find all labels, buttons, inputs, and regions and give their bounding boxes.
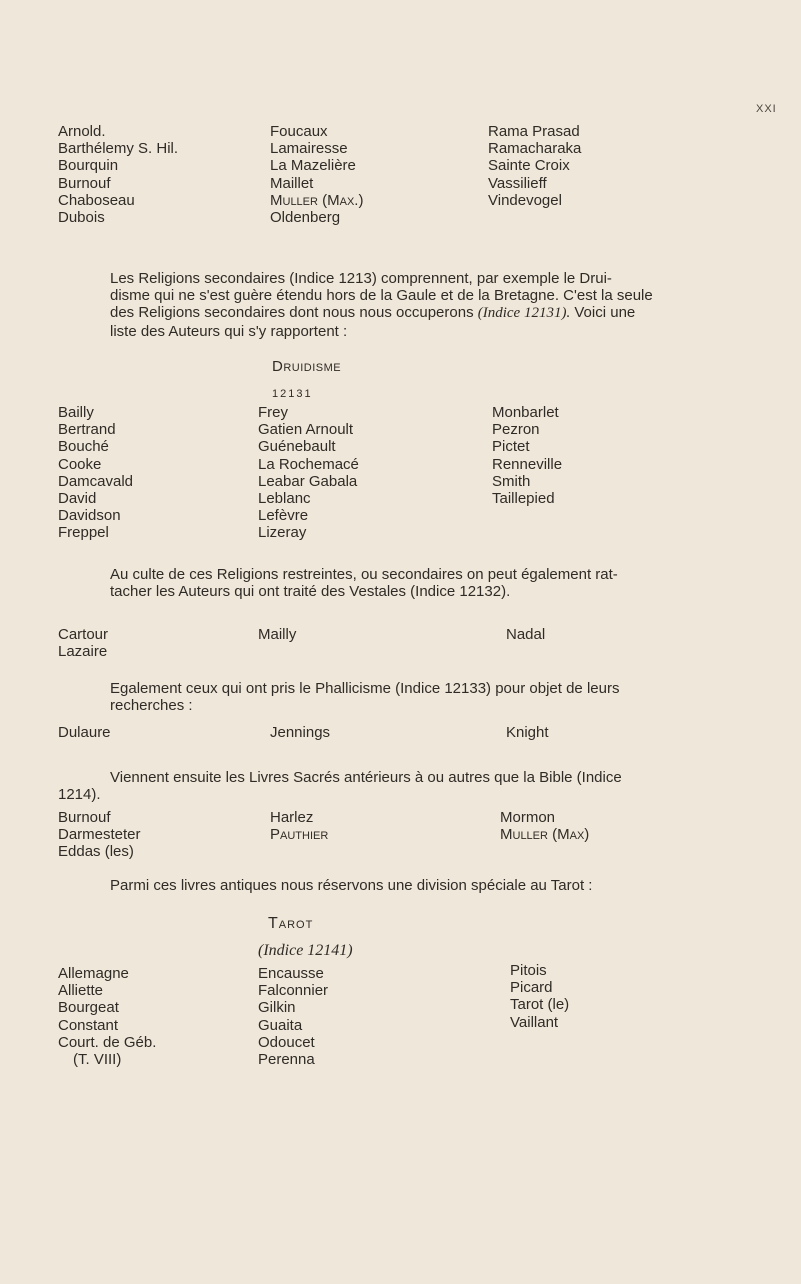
paragraph-line: Viennent ensuite les Livres Sacrés antérieurs à ou autres que la Bible (Indice <box>110 769 622 786</box>
author-name: Damcavald <box>58 472 134 490</box>
author-name: Chaboseau <box>58 191 135 209</box>
author-name: Lizeray <box>258 524 307 542</box>
paragraph-line <box>110 304 750 322</box>
author-name: Monbarlet <box>492 404 559 421</box>
druidisme-col3 <box>492 404 562 507</box>
author-name: Alliette <box>58 982 104 1000</box>
author-name: Constant <box>58 1016 119 1034</box>
author-name: Oldenberg <box>270 209 341 227</box>
author-name: Perenna <box>258 1051 315 1069</box>
author-name: Rama Prasad <box>488 123 580 140</box>
author-name: Bourgeat <box>58 999 119 1017</box>
author-name: Maillet <box>270 174 314 192</box>
paragraph-line: Au culte de ces Religions restreintes, ou secondaires on peut également rat- <box>110 566 618 583</box>
author-name: Arnold. <box>58 123 106 140</box>
author-name: Encausse <box>258 965 324 982</box>
tarot-col1 <box>58 965 156 1068</box>
author-name: Barthélemy S. Hil. <box>58 140 179 158</box>
tarot-col3 <box>510 962 569 1031</box>
author-name: Burnouf <box>58 174 111 192</box>
author-name: Bailly <box>58 404 94 421</box>
author-name: David <box>58 490 97 508</box>
author-name: Burnouf <box>58 809 111 826</box>
author-name: Odoucet <box>258 1033 315 1051</box>
druidisme-col2 <box>258 404 359 542</box>
authors-top-col2 <box>270 123 363 226</box>
author-name: Ramacharaka <box>488 140 582 158</box>
author-name: Tarot (le) <box>510 996 570 1014</box>
paragraph-line: Parmi ces livres antiques nous réservons une division spéciale au Tarot : <box>110 877 593 894</box>
author-name: Taillepied <box>492 490 555 508</box>
vestales-col2 <box>258 626 296 643</box>
author-name: Pauthier <box>270 826 329 844</box>
author-name: Harlez <box>270 809 314 826</box>
author-name: Bouché <box>58 438 109 456</box>
paragraph-line: Les Religions secondaires (Indice 1213) comprennent, par exemple le Drui- <box>110 270 612 287</box>
author-name: Bourquin <box>58 157 119 175</box>
author-name: Court. de Géb. <box>58 1033 157 1051</box>
paragraph-phallicisme <box>110 680 750 714</box>
author-name: La Mazelière <box>270 157 356 175</box>
author-name: Muller (Max.) <box>270 191 364 209</box>
author-name: Lamairesse <box>270 140 348 158</box>
author-name: Lefèvre <box>258 507 309 525</box>
page-number: XXI <box>756 103 777 115</box>
livres-col1 <box>58 809 141 861</box>
text-span: Voici une <box>570 304 636 322</box>
druidisme-col1 <box>58 404 133 542</box>
author-name: Knight <box>506 724 549 741</box>
author-name: Frey <box>258 404 288 421</box>
author-name: Nadal <box>506 626 546 643</box>
paragraph-vestales <box>110 566 750 600</box>
author-name: Mailly <box>258 626 297 643</box>
tarot-col2 <box>258 965 328 1068</box>
authors-top-col3 <box>488 123 581 209</box>
author-name: Mormon <box>500 809 556 826</box>
phallicisme-col1 <box>58 724 111 741</box>
paragraph-line: disme qui ne s'est guère étendu hors de la Gaule et de la Bretagne. C'est la seule <box>110 287 653 305</box>
indice-ref: (Indice 12131). <box>477 305 571 322</box>
author-name: Cartour <box>58 626 109 643</box>
author-name: Pictet <box>492 438 530 456</box>
author-name: Dubois <box>58 209 105 227</box>
author-name: Leabar Gabala <box>258 472 358 490</box>
author-name: Renneville <box>492 455 563 473</box>
author-name: Vassilieff <box>488 174 547 192</box>
author-name: Davidson <box>58 507 121 525</box>
phallicisme-col3 <box>506 724 549 741</box>
author-name: Gatien Arnoult <box>258 421 354 439</box>
author-name: Vindevogel <box>488 191 562 209</box>
author-name: Pitois <box>510 962 547 979</box>
author-name: Guénebault <box>258 438 336 456</box>
livres-col3 <box>500 809 589 843</box>
author-name: Vaillant <box>510 1013 559 1031</box>
author-name: Guaita <box>258 1016 303 1034</box>
author-name: Leblanc <box>258 490 311 508</box>
author-name: (T. VIII) <box>73 1051 122 1069</box>
section-title-tarot: Tarot <box>268 915 314 932</box>
paragraph-livres-sacres <box>58 769 750 804</box>
paragraph-line: tacher les Auteurs qui ont traité des Vestales (Indice 12132). <box>110 583 511 601</box>
author-name: Eddas (les) <box>58 843 134 861</box>
author-name: Cooke <box>58 455 102 473</box>
author-name: Foucaux <box>270 123 328 140</box>
paragraph-line: recherches : <box>110 697 193 715</box>
vestales-col3 <box>506 626 545 643</box>
authors-top-col1 <box>58 123 178 226</box>
author-name: Sainte Croix <box>488 157 570 175</box>
author-name: Bertrand <box>58 421 116 439</box>
author-name: Freppel <box>58 524 109 542</box>
author-name: Muller (Max) <box>500 826 590 844</box>
author-name: La Rochemacé <box>258 455 359 473</box>
paragraph-line: Egalement ceux qui ont pris le Phallicisme (Indice 12133) pour objet de leurs <box>110 680 620 697</box>
phallicisme-col2 <box>270 724 330 741</box>
author-name: Jennings <box>270 724 331 741</box>
author-name: Darmesteter <box>58 826 141 844</box>
text-span: des Religions secondaires dont nous nous occuperons <box>110 304 478 322</box>
author-name: Allemagne <box>58 965 129 982</box>
author-name: Gilkin <box>258 999 296 1017</box>
section-code-druidisme: 12131 <box>272 388 313 400</box>
vestales-col1 <box>58 626 108 660</box>
author-name: Smith <box>492 472 531 490</box>
author-name: Lazaire <box>58 643 108 661</box>
section-title-druidisme: Druidisme <box>272 358 342 375</box>
author-name: Pezron <box>492 421 540 439</box>
author-name: Falconnier <box>258 982 329 1000</box>
paragraph-line: 1214). <box>58 786 101 804</box>
paragraph-tarot <box>110 877 750 894</box>
section-subtitle-tarot: (Indice 12141) <box>258 942 353 959</box>
author-name: Dulaure <box>58 724 111 741</box>
author-name: Picard <box>510 979 553 997</box>
paragraph-line: liste des Auteurs qui s'y rapportent : <box>110 322 348 340</box>
paragraph-religions-secondaires <box>110 270 750 340</box>
livres-col2 <box>270 809 328 843</box>
